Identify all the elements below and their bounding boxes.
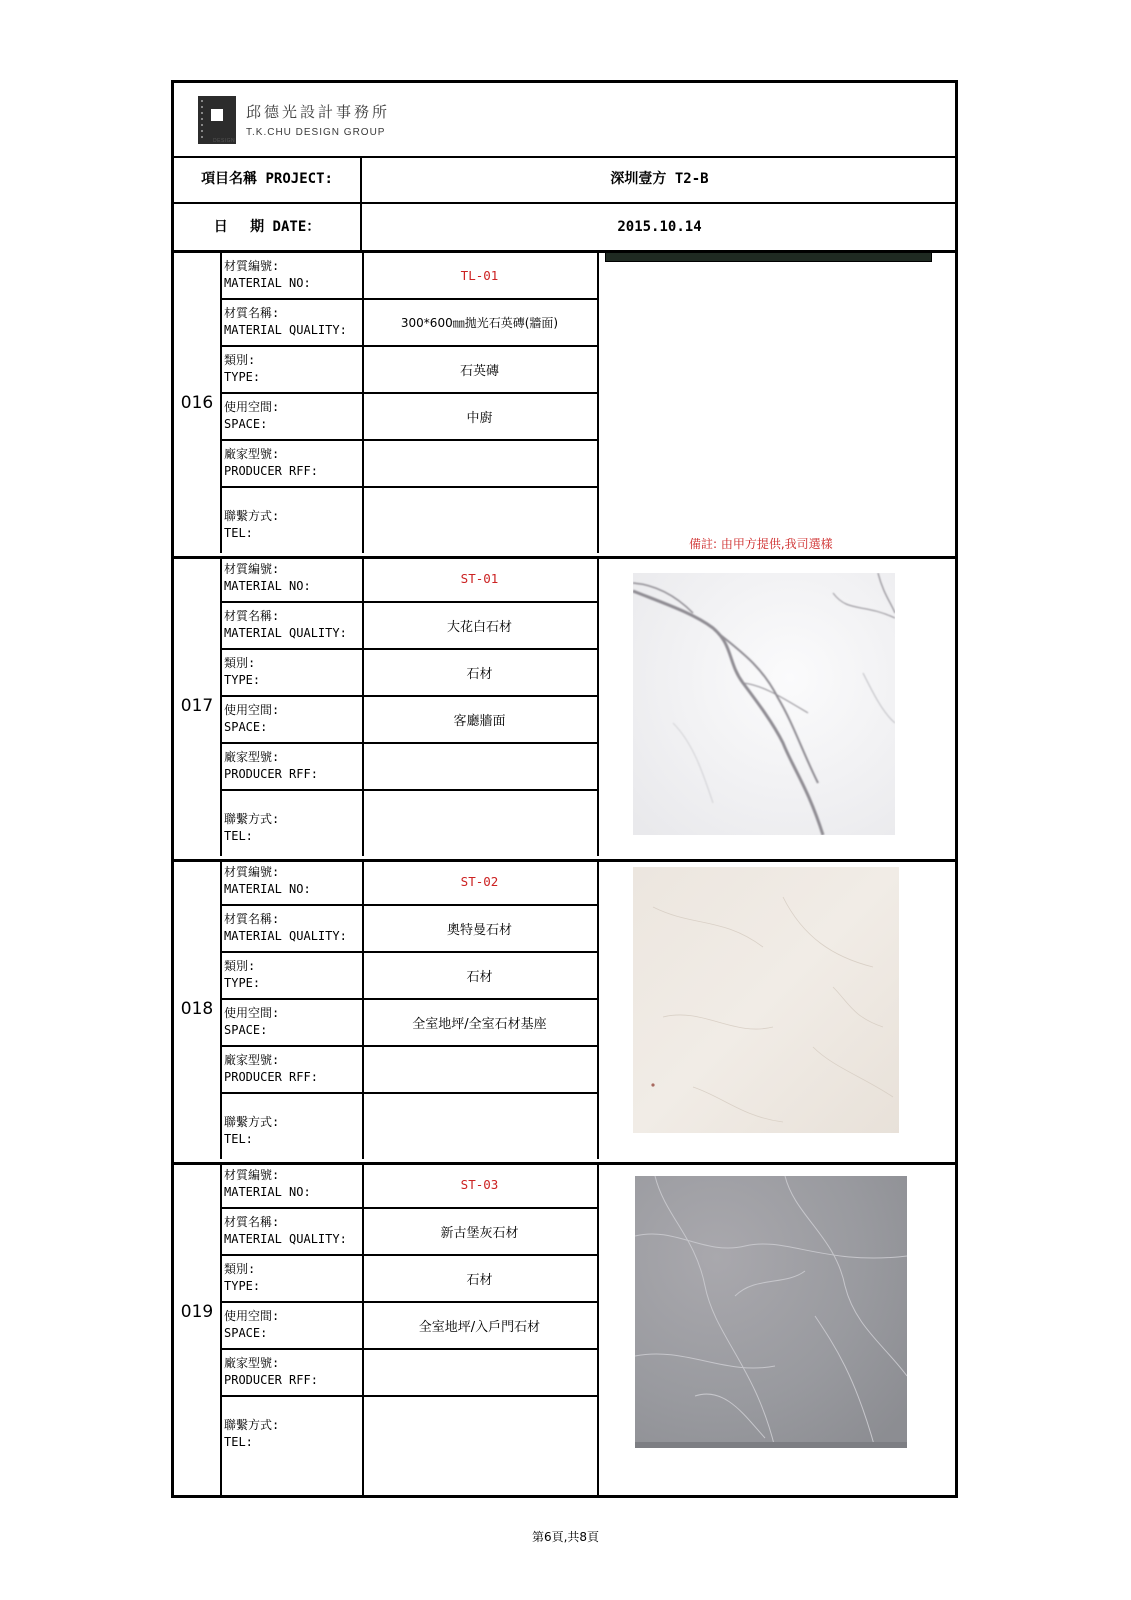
project-label: 項目名稱 PROJECT: — [201, 171, 333, 187]
swatch-column — [599, 1162, 955, 1495]
remark-text: 備註: 由甲方提供,我司選樣 — [689, 537, 833, 551]
label-column — [220, 1162, 364, 1495]
label-producer: 廠家型號: PRODUCER RFF: — [222, 1047, 362, 1094]
label-producer: 廠家型號: PRODUCER RFF: — [222, 1350, 362, 1397]
page-footer: 第6頁,共8頁 — [531, 1530, 600, 1544]
material-producer — [362, 441, 597, 488]
label-tel: 聯繫方式: TEL: — [224, 509, 280, 540]
beige-marble-swatch-image — [633, 867, 899, 1133]
date-label: 日 期 DATE： — [213, 219, 321, 235]
material-block — [174, 556, 955, 862]
label-space: 使用空間: SPACE: — [222, 697, 362, 744]
material-tel — [362, 1397, 597, 1462]
value-column — [362, 556, 599, 856]
label-type: 類別: TYPE: — [222, 1256, 362, 1303]
material-type: 石材 — [362, 650, 597, 697]
swatch-column — [599, 253, 955, 553]
material-quality: 新古堡灰石材 — [362, 1209, 597, 1256]
label-space: 使用空間: SPACE: — [222, 1000, 362, 1047]
material-code: ST-03 — [362, 1162, 597, 1209]
label-column — [220, 556, 364, 856]
project-row — [174, 156, 955, 204]
grey-marble-swatch-image — [635, 1176, 907, 1448]
material-space: 客廳牆面 — [362, 697, 597, 744]
value-column — [362, 1162, 599, 1495]
project-value: 深圳壹方 T2-B — [360, 156, 957, 202]
date-value: 2015.10.14 — [360, 204, 957, 250]
material-tel — [362, 1094, 597, 1159]
material-quality: 大花白石材 — [362, 603, 597, 650]
label-producer: 廠家型號: PRODUCER RFF: — [222, 441, 362, 488]
item-index: 018 — [180, 999, 214, 1019]
value-column — [362, 253, 599, 553]
material-space: 全室地坪/入戶門石材 — [362, 1303, 597, 1350]
material-quality: 奧特曼石材 — [362, 906, 597, 953]
label-space: 使用空間: SPACE: — [222, 394, 362, 441]
material-producer — [362, 1047, 597, 1094]
material-space: 全室地坪/全室石材基座 — [362, 1000, 597, 1047]
label-material-no: 材質編號: MATERIAL NO: — [222, 1162, 362, 1209]
white-marble-swatch-image — [633, 573, 895, 835]
label-material-no: 材質編號: MATERIAL NO: — [222, 556, 362, 603]
material-tel — [362, 488, 597, 553]
label-material-quality: 材質名稱: MATERIAL QUALITY: — [222, 1209, 362, 1256]
material-sheet — [171, 80, 958, 1498]
material-block — [174, 1162, 955, 1495]
label-material-no: 材質編號: MATERIAL NO: — [222, 253, 362, 300]
label-type: 類別: TYPE: — [222, 347, 362, 394]
label-tel: 聯繫方式: TEL: — [224, 812, 280, 843]
item-index: 019 — [180, 1302, 214, 1322]
swatch-column — [599, 859, 955, 1159]
label-column — [220, 859, 364, 1159]
label-material-no: 材質編號: MATERIAL NO: — [222, 859, 362, 906]
label-type: 類別: TYPE: — [222, 953, 362, 1000]
material-type: 石材 — [362, 953, 597, 1000]
label-type: 類別: TYPE: — [222, 650, 362, 697]
material-tel — [362, 791, 597, 856]
material-type: 石英磚 — [362, 347, 597, 394]
company-name-en: T.K.CHU DESIGN GROUP — [246, 127, 386, 138]
label-tel: 聯繫方式: TEL: — [224, 1418, 280, 1449]
material-code: ST-01 — [362, 556, 597, 603]
item-index: 017 — [180, 696, 214, 716]
label-producer: 廠家型號: PRODUCER RFF: — [222, 744, 362, 791]
material-producer — [362, 1350, 597, 1397]
previous-swatch-edge — [605, 253, 932, 262]
material-space: 中廚 — [362, 394, 597, 441]
item-index: 016 — [180, 393, 214, 413]
material-producer — [362, 744, 597, 791]
material-code: TL-01 — [362, 253, 597, 300]
label-column — [220, 253, 364, 553]
swatch-column — [599, 556, 955, 856]
label-material-quality: 材質名稱: MATERIAL QUALITY: — [222, 906, 362, 953]
material-quality: 300*600㎜拋光石英磚(牆面) — [362, 300, 597, 347]
material-type: 石材 — [362, 1256, 597, 1303]
label-space: 使用空間: SPACE: — [222, 1303, 362, 1350]
company-logo — [198, 96, 236, 144]
date-row — [174, 204, 955, 253]
company-header — [174, 83, 955, 158]
material-code: ST-02 — [362, 859, 597, 906]
logo-mini-text: DESIGN — [213, 138, 236, 144]
label-tel: 聯繫方式: TEL: — [224, 1115, 280, 1146]
value-column — [362, 859, 599, 1159]
material-block — [174, 859, 955, 1165]
label-material-quality: 材質名稱: MATERIAL QUALITY: — [222, 603, 362, 650]
label-material-quality: 材質名稱: MATERIAL QUALITY: — [222, 300, 362, 347]
material-block — [174, 253, 955, 559]
company-name-cn: 邱德光設計事務所 — [246, 103, 391, 121]
